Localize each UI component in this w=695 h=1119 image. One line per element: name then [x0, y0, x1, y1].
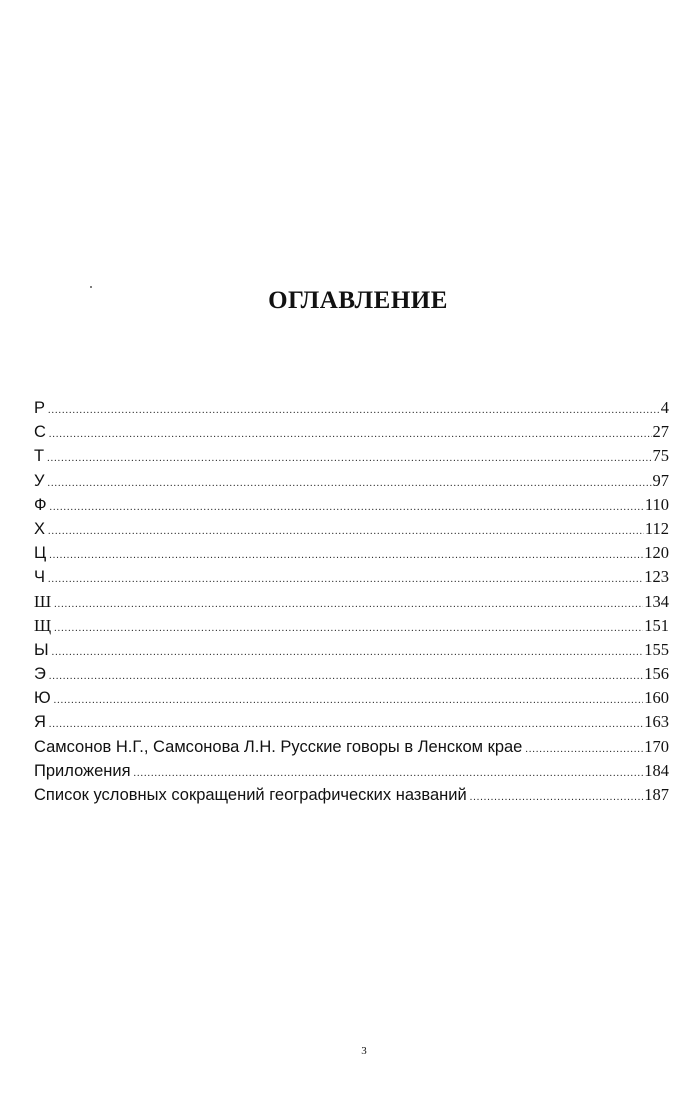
toc-entry-label: Самсонов Н.Г., Самсонова Л.Н. Русские говоры в Ленском крае — [34, 737, 523, 756]
toc-entry-page: 27 — [652, 422, 669, 442]
toc-entry-abbreviations[interactable] — [34, 783, 669, 807]
toc-entry-page: 170 — [644, 736, 669, 756]
toc-entry-page: 187 — [644, 785, 669, 804]
toc-entry-y[interactable] — [34, 638, 669, 662]
dot-leader — [470, 786, 644, 810]
dot-leader — [49, 665, 643, 689]
toc-entry-label: Ы — [34, 640, 49, 659]
toc-entry-e[interactable] — [34, 662, 669, 686]
toc-entry-page: 97 — [652, 470, 669, 490]
dot-leader — [48, 399, 660, 423]
toc-entry-f[interactable] — [34, 493, 669, 517]
page-number: 3 — [361, 1045, 367, 1057]
toc-entry-page: 110 — [644, 494, 669, 514]
toc-entry-page: 163 — [644, 712, 669, 732]
toc-entry-page: 160 — [644, 688, 669, 708]
toc-entry-u[interactable] — [34, 469, 669, 493]
toc-entry-t[interactable] — [34, 444, 669, 468]
dot-leader — [49, 544, 643, 568]
toc-entry-label: Х — [34, 519, 46, 538]
toc-entry-label: Ц — [34, 544, 47, 563]
toc-entry-page: 112 — [644, 518, 669, 538]
toc-entry-label: С — [34, 423, 46, 442]
toc-entry-appendices[interactable] — [34, 759, 669, 783]
toc-entry-label: Э — [34, 665, 46, 684]
dot-leader — [47, 472, 651, 496]
dot-leader — [48, 568, 643, 592]
toc-entry-label: Ш — [34, 591, 52, 611]
dot-leader — [525, 738, 643, 762]
toc-entry-yu[interactable] — [34, 686, 669, 710]
toc-entry-kh[interactable] — [34, 517, 669, 541]
toc-entry-label: Ф — [34, 495, 47, 514]
dot-leader — [48, 520, 644, 544]
dot-leader — [54, 617, 643, 641]
toc-entry-page: 123 — [644, 567, 669, 587]
toc-entry-label: Т — [34, 447, 45, 466]
toc-entry-page: 75 — [652, 446, 669, 466]
toc-entry-page: 151 — [644, 615, 669, 635]
dot-leader — [47, 447, 651, 471]
dot-leader — [50, 496, 644, 520]
page-title: ОГЛАВЛЕНИЕ — [268, 286, 448, 314]
toc-entry-label: Р — [34, 399, 46, 417]
toc-entry-page: 4 — [660, 398, 669, 417]
toc-entry-page: 120 — [644, 543, 669, 563]
toc-entry-samsonov-article[interactable] — [34, 735, 669, 759]
dot-leader — [54, 593, 643, 617]
table-of-contents — [34, 396, 669, 807]
toc-entry-ts[interactable] — [34, 541, 669, 565]
toc-entry-s[interactable] — [34, 420, 669, 444]
dot-leader — [54, 689, 644, 713]
toc-entry-page: 184 — [644, 760, 669, 780]
toc-entry-page: 155 — [644, 639, 669, 659]
toc-entry-label: У — [34, 471, 45, 490]
toc-entry-ya[interactable] — [34, 710, 669, 734]
toc-entry-sh[interactable] — [34, 590, 669, 614]
toc-entry-label: Ч — [34, 568, 45, 587]
toc-entry-label: Приложения — [34, 761, 131, 780]
toc-entry-label: Щ — [34, 615, 52, 635]
toc-entry-page: 134 — [644, 591, 669, 611]
toc-entry-page: 156 — [644, 664, 669, 684]
toc-entry-ch[interactable] — [34, 565, 669, 589]
toc-entry-label: Ю — [34, 689, 51, 708]
toc-entry-r[interactable] — [34, 396, 669, 420]
toc-entry-label: Список условных сокращений географических названий — [34, 786, 467, 804]
dot-leader — [49, 423, 652, 447]
toc-entry-shch[interactable] — [34, 614, 669, 638]
toc-entry-label: Я — [34, 713, 46, 732]
dot-leader — [52, 641, 644, 665]
